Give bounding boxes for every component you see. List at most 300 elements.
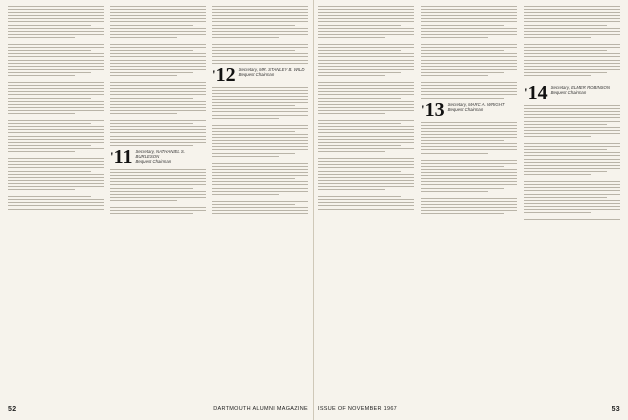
body-text-line (318, 126, 414, 127)
body-text-line (110, 139, 206, 140)
body-text-line (110, 18, 206, 19)
body-text-line (8, 123, 91, 124)
body-text-line (524, 174, 591, 175)
body-text-line (8, 174, 104, 175)
body-text-line (212, 34, 308, 35)
body-text-line (318, 34, 414, 35)
body-text-line (318, 37, 385, 38)
page-footer (318, 404, 620, 414)
body-text-line (524, 28, 620, 29)
body-text-line (212, 188, 308, 189)
body-text-line (524, 194, 620, 195)
body-text-line (421, 140, 504, 141)
body-text-line (110, 142, 206, 143)
body-text-line (421, 9, 517, 10)
body-text-line (110, 213, 193, 214)
body-text-line (318, 113, 385, 114)
body-text-line (110, 98, 193, 99)
body-text-line (524, 56, 620, 57)
body-text-line (524, 53, 620, 54)
body-text-line (421, 166, 504, 167)
body-text-line (318, 9, 414, 10)
body-text-line (8, 94, 104, 95)
body-text-line (524, 206, 620, 207)
body-text-line (524, 136, 591, 137)
body-text-line (318, 196, 401, 197)
body-text-line (110, 60, 206, 61)
body-text-line (421, 198, 517, 199)
body-text-line (524, 114, 620, 115)
body-text-line (318, 199, 414, 200)
body-text-line (8, 199, 104, 200)
body-text-line (318, 94, 414, 95)
body-text-line (110, 136, 206, 137)
body-text-line (110, 175, 206, 176)
body-text-line (8, 164, 104, 165)
body-text-line (8, 63, 104, 64)
body-text-line (110, 56, 206, 57)
body-text-line (421, 53, 517, 54)
body-text-line (212, 87, 308, 88)
body-text-line (318, 47, 414, 48)
body-text-line (212, 125, 308, 126)
body-text-line (212, 143, 308, 144)
body-text-line (212, 134, 308, 135)
body-text-line (110, 123, 193, 124)
body-text-line (318, 171, 401, 172)
body-text-line (212, 181, 308, 182)
body-text-line (8, 98, 91, 99)
body-text-line (524, 111, 620, 112)
class-heading (524, 82, 620, 105)
body-text-line (318, 209, 414, 210)
body-text-line (421, 63, 517, 64)
body-text-line (421, 184, 517, 185)
body-text-line (212, 102, 308, 103)
class-secretary: Secretary, MARC A. WRIGHT (447, 101, 505, 107)
body-text-line (524, 152, 620, 153)
body-text-line (110, 25, 193, 26)
body-text-line (110, 184, 206, 185)
body-text-line (318, 85, 414, 86)
body-text-line (524, 6, 620, 7)
body-text-line (421, 163, 517, 164)
body-text-line (8, 136, 104, 137)
body-text-line (8, 34, 104, 35)
body-text-line (212, 111, 308, 112)
body-text-line (524, 190, 620, 191)
body-text-line (8, 171, 91, 172)
body-text-line (318, 123, 401, 124)
body-text-line (110, 91, 206, 92)
body-text-line (318, 177, 414, 178)
body-text-line (110, 6, 206, 7)
body-text-line (110, 181, 206, 182)
body-text-line (421, 149, 517, 150)
body-text-line (421, 28, 517, 29)
body-text-line (8, 53, 104, 54)
body-text-line (421, 201, 517, 202)
body-text-line (212, 207, 308, 208)
body-text-line (212, 166, 308, 167)
body-text-line (8, 196, 91, 197)
body-text-line (212, 90, 308, 91)
body-text-line (421, 56, 517, 57)
body-text-line (318, 180, 414, 181)
body-text-line (212, 172, 308, 173)
body-text-line (524, 72, 607, 73)
body-text-line (318, 66, 414, 67)
class-number: '13 (421, 98, 445, 121)
body-text-line (318, 101, 414, 102)
body-text-line (524, 66, 620, 67)
body-text-line (524, 149, 607, 150)
body-text-line (212, 47, 308, 48)
body-text-line (8, 72, 91, 73)
body-text-line (318, 21, 414, 22)
body-text-line (524, 133, 620, 134)
body-text-line (524, 168, 620, 169)
body-text-line (421, 204, 517, 205)
body-text-line (524, 75, 591, 76)
body-text-line (524, 200, 620, 201)
body-text-line (110, 169, 206, 170)
body-text-line (421, 172, 517, 173)
body-text-line (110, 191, 206, 192)
body-text-line (318, 142, 414, 143)
body-text-line (110, 44, 206, 45)
body-text-line (110, 50, 193, 51)
body-text-line (318, 120, 414, 121)
body-text-line (8, 209, 104, 210)
body-text-line (8, 183, 104, 184)
body-text-line (524, 127, 620, 128)
body-text-line (524, 31, 620, 32)
body-text-line (8, 25, 91, 26)
body-text-line (8, 69, 104, 70)
body-text-line (524, 15, 620, 16)
body-text-line (110, 34, 206, 35)
body-text-line (524, 108, 620, 109)
body-text-line (421, 188, 504, 189)
body-text-line (8, 205, 104, 206)
body-text-line (524, 165, 620, 166)
body-text-line (524, 50, 607, 51)
body-text-line (421, 34, 517, 35)
class-heading (421, 98, 517, 121)
body-text-line (318, 132, 414, 133)
body-text-line (524, 105, 620, 106)
class-heading (212, 63, 308, 86)
body-text-line (318, 63, 414, 64)
body-text-line (110, 94, 206, 95)
body-text-line (212, 12, 308, 13)
magazine-title: DARTMOUTH ALUMNI MAGAZINE (213, 406, 308, 412)
body-text-line (110, 37, 177, 38)
body-text-line (212, 146, 308, 147)
body-text-line (212, 201, 308, 202)
body-text-line (421, 146, 517, 147)
body-text-line (318, 12, 414, 13)
body-text-line (110, 129, 206, 130)
body-text-line (421, 88, 517, 89)
body-text-line (110, 28, 206, 29)
body-text-line (524, 25, 607, 26)
body-text-line (524, 162, 620, 163)
class-secretary: Secretary, MR. STANLEY B. WILD (238, 66, 305, 72)
body-text-line (110, 132, 206, 133)
body-text-line (212, 191, 308, 192)
body-text-line (318, 60, 414, 61)
body-text-line (318, 164, 414, 165)
body-text-line (212, 210, 308, 211)
body-text-line (318, 189, 385, 190)
body-text-line (524, 60, 620, 61)
body-text-line (212, 149, 308, 150)
body-text-line (318, 174, 414, 175)
body-text-line (524, 18, 620, 19)
body-text-line (110, 12, 206, 13)
body-text-line (212, 153, 295, 154)
body-text-line (8, 189, 75, 190)
body-text-line (212, 96, 308, 97)
bequest-chairman: Bequest Chairman (447, 106, 484, 112)
body-text-line (421, 134, 517, 135)
body-text-line (110, 31, 206, 32)
body-text-line (524, 9, 620, 10)
body-text-line (212, 93, 308, 94)
body-text-line (318, 72, 401, 73)
body-text-line (110, 66, 206, 67)
body-text-line (8, 158, 104, 159)
body-text-line (212, 37, 279, 38)
body-text-line (212, 169, 308, 170)
body-text-line (212, 105, 295, 106)
body-text-line (8, 12, 104, 13)
body-text-line (110, 63, 206, 64)
body-text-line (524, 21, 620, 22)
body-text-line (110, 120, 206, 121)
body-text-line (318, 44, 414, 45)
body-text-line (421, 12, 517, 13)
body-text-line (8, 37, 75, 38)
body-text-line (421, 191, 488, 192)
body-text-line (212, 9, 308, 10)
body-text-line (524, 181, 620, 182)
body-text-line (8, 120, 104, 121)
body-text-line (318, 167, 414, 168)
issue-date: ISSUE OF NOVEMBER 1967 (318, 406, 398, 412)
page-footer (8, 404, 308, 414)
body-text-line (421, 178, 517, 179)
body-text-line (212, 156, 279, 157)
body-text-line (318, 183, 414, 184)
body-text-line (421, 210, 517, 211)
body-text-line (524, 34, 620, 35)
body-text-line (318, 151, 385, 152)
body-text-line (8, 101, 104, 102)
body-text-line (421, 91, 517, 92)
body-text-line (110, 188, 193, 189)
body-text-line (212, 21, 308, 22)
body-text-line (318, 31, 414, 32)
body-text-line (524, 209, 620, 210)
body-text-line (8, 6, 104, 7)
right-page (318, 6, 620, 414)
body-text-line (524, 63, 620, 64)
body-text-line (8, 9, 104, 10)
body-text-line (421, 137, 517, 138)
body-text-line (212, 194, 279, 195)
body-text-line (421, 44, 517, 45)
body-text-line (8, 132, 104, 133)
body-text-line (318, 25, 401, 26)
body-text-line (110, 210, 206, 211)
body-text-line (110, 9, 206, 10)
body-text-line (212, 204, 295, 205)
body-text-line (212, 18, 308, 19)
body-text-line (318, 186, 414, 187)
body-text-line (421, 94, 517, 95)
body-text-line (212, 175, 308, 176)
body-text-line (318, 136, 414, 137)
body-text-line (110, 53, 206, 54)
body-text-line (8, 44, 104, 45)
class-secretary: Secretary, ELMER ROBINSON (550, 85, 610, 91)
body-text-line (8, 104, 104, 105)
body-text-line (318, 91, 414, 92)
body-text-line (318, 88, 414, 89)
body-text-line (524, 197, 607, 198)
body-text-line (8, 28, 104, 29)
body-text-line (110, 126, 206, 127)
body-text-line (8, 129, 104, 130)
body-text-line (110, 69, 206, 70)
body-text-line (110, 200, 177, 201)
body-text-line (212, 213, 308, 214)
body-text-line (212, 50, 295, 51)
body-text-line (8, 167, 104, 168)
body-text-line (318, 15, 414, 16)
body-text-line (110, 72, 193, 73)
body-text-line (421, 75, 488, 76)
body-text-line (212, 44, 308, 45)
body-text-line (318, 110, 414, 111)
body-text-line (421, 82, 517, 83)
page-number: 53 (611, 405, 620, 413)
body-text-line (421, 47, 517, 48)
body-text-line (8, 151, 75, 152)
body-text-line (524, 187, 620, 188)
body-text-line (318, 202, 414, 203)
text-column-4 (318, 6, 414, 398)
body-text-line (212, 53, 308, 54)
text-column-5 (421, 6, 517, 398)
body-text-line (110, 21, 206, 22)
body-text-line (8, 113, 75, 114)
body-text-line (524, 143, 620, 144)
body-text-line (524, 47, 620, 48)
body-text-line (212, 31, 308, 32)
body-text-line (421, 60, 517, 61)
body-text-line (524, 12, 620, 13)
bequest-chairman: Bequest Chairman (238, 71, 275, 77)
body-text-line (8, 56, 104, 57)
body-text-line (212, 56, 308, 57)
body-text-line (421, 213, 504, 214)
body-text-line (421, 122, 517, 123)
body-text-line (318, 56, 414, 57)
body-text-line (110, 113, 177, 114)
text-column-3 (212, 6, 308, 398)
body-text-line (318, 104, 414, 105)
body-text-line (318, 129, 414, 130)
text-column-1 (8, 6, 104, 398)
body-text-line (212, 178, 295, 179)
left-page (8, 6, 308, 414)
bequest-chairman: Bequest Chairman (135, 158, 172, 164)
body-text-line (318, 82, 414, 83)
body-text-line (318, 98, 401, 99)
body-text-line (110, 47, 206, 48)
body-text-line (524, 69, 620, 70)
body-text-line (8, 60, 104, 61)
bequest-chairman: Bequest Chairman (550, 90, 587, 96)
body-text-line (8, 161, 104, 162)
body-text-line (8, 50, 91, 51)
body-text-line (421, 207, 517, 208)
body-text-line (8, 91, 104, 92)
body-text-line (421, 18, 517, 19)
body-text-line (421, 175, 517, 176)
body-text-line (8, 82, 104, 83)
body-text-line (110, 197, 206, 198)
body-text-line (318, 18, 414, 19)
body-text-line (212, 6, 308, 7)
body-text-line (212, 60, 308, 61)
class-number: '12 (212, 63, 236, 86)
body-text-line (110, 107, 206, 108)
body-text-line (110, 178, 206, 179)
body-text-line (212, 15, 308, 16)
body-text-line (318, 53, 414, 54)
body-text-line (524, 159, 620, 160)
body-text-line (318, 161, 414, 162)
body-text-line (8, 177, 104, 178)
body-text-line (212, 140, 308, 141)
body-text-line (8, 85, 104, 86)
page-gutter (313, 0, 314, 420)
body-text-line (110, 75, 177, 76)
body-text-line (524, 44, 620, 45)
body-text-line (524, 121, 620, 122)
body-text-line (212, 131, 295, 132)
body-text-line (524, 171, 607, 172)
body-text-line (318, 28, 414, 29)
body-text-line (524, 212, 591, 213)
body-text-line (524, 203, 620, 204)
body-text-line (8, 148, 104, 149)
body-text-line (8, 202, 104, 203)
body-text-line (212, 108, 308, 109)
body-text-line (212, 163, 308, 164)
body-text-line (110, 104, 206, 105)
body-text-line (421, 25, 504, 26)
body-text-line (524, 146, 620, 147)
body-text-line (8, 47, 104, 48)
body-text-line (212, 128, 308, 129)
body-text-line (318, 139, 414, 140)
